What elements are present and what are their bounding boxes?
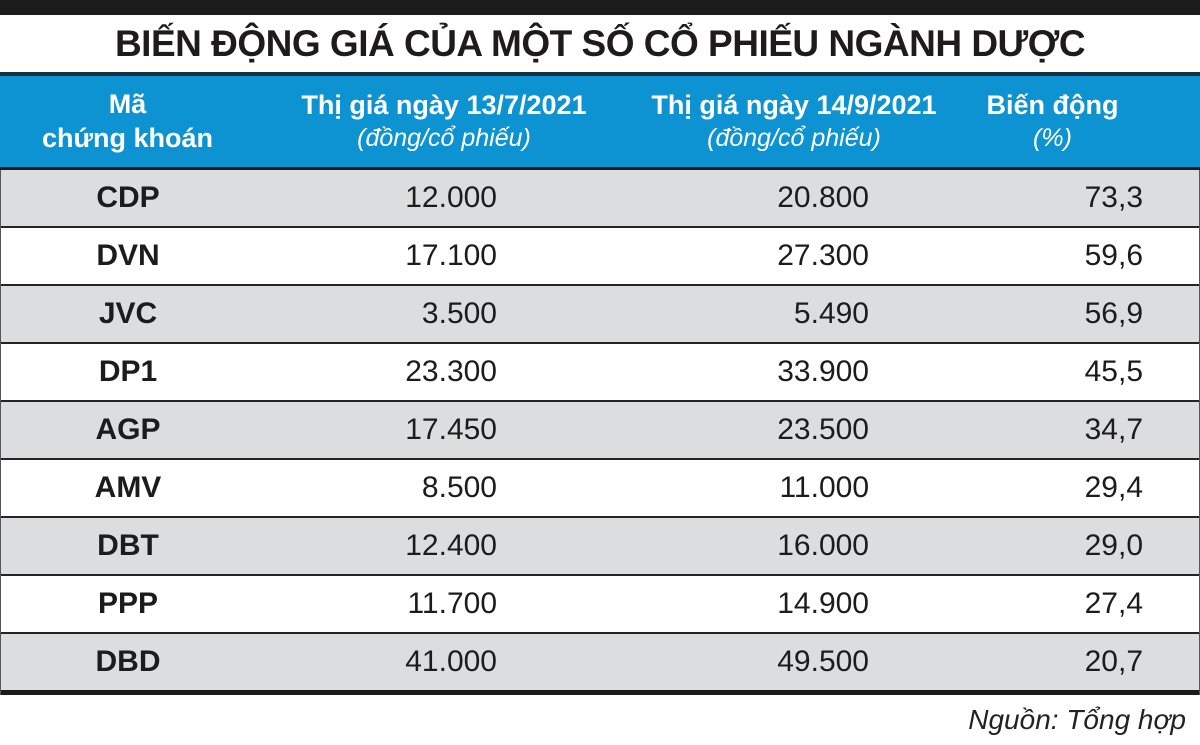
column-header-ticker-line1: Mã	[108, 88, 147, 119]
stock-price-table	[0, 72, 1200, 695]
change-percent-cell: 29,0	[1084, 529, 1143, 562]
price-14-9-2021-cell: 33.900	[777, 355, 869, 388]
price-14-9-2021-cell: 49.500	[777, 645, 869, 678]
ticker-cell: DBD	[95, 645, 161, 678]
price-14-9-2021-cell: 5.490	[793, 297, 869, 330]
price-14-9-2021-cell: 11.000	[779, 471, 869, 504]
change-percent-cell: 27,4	[1084, 587, 1143, 620]
price-13-7-2021-cell: 8.500	[421, 471, 497, 504]
page-title: BIẾN ĐỘNG GIÁ CỦA MỘT SỐ CỔ PHIẾU NGÀNH DƯỢC	[114, 23, 1086, 64]
footer	[0, 695, 1200, 745]
source-note: Nguồn: Tổng hợp	[968, 704, 1186, 735]
column-header-price-14-9-2021	[633, 76, 955, 167]
table-body	[0, 170, 1200, 695]
column-header-price-13-7-2021-line1: Thị giá ngày 13/7/2021	[301, 90, 587, 120]
price-13-7-2021-cell: 12.400	[405, 529, 497, 562]
change-percent-cell: 45,5	[1084, 355, 1143, 388]
price-14-9-2021-cell: 16.000	[777, 529, 869, 562]
table-row	[1, 286, 1199, 344]
column-header-ticker	[0, 76, 255, 167]
change-percent-cell: 20,7	[1084, 645, 1143, 678]
price-13-7-2021-cell: 23.300	[405, 355, 497, 388]
column-header-price-13-7-2021	[255, 76, 633, 167]
price-13-7-2021-cell: 11.700	[407, 587, 497, 620]
column-header-price-14-9-2021-line1: Thị giá ngày 14/9/2021	[651, 90, 937, 120]
table-row	[1, 576, 1199, 634]
ticker-cell: PPP	[97, 587, 159, 620]
column-header-ticker-line2: chứng khoán	[41, 122, 214, 153]
table-header	[0, 72, 1200, 170]
change-percent-cell: 34,7	[1084, 413, 1143, 446]
change-percent-cell: 59,6	[1084, 239, 1143, 272]
column-header-price-14-9-2021-unit: (đồng/cổ phiếu)	[707, 123, 881, 152]
price-14-9-2021-cell: 20.800	[777, 181, 869, 214]
column-header-change	[955, 76, 1200, 167]
column-header-price-13-7-2021-unit: (đồng/cổ phiếu)	[357, 123, 531, 152]
ticker-cell: JVC	[98, 297, 158, 330]
price-13-7-2021-cell: 17.100	[405, 239, 497, 272]
price-13-7-2021-cell: 41.000	[405, 645, 497, 678]
table-row	[1, 228, 1199, 286]
ticker-cell: AGP	[95, 413, 161, 446]
price-14-9-2021-cell: 27.300	[777, 239, 869, 272]
ticker-cell: DP1	[98, 355, 158, 388]
change-percent-cell: 73,3	[1084, 181, 1143, 214]
table-row	[1, 170, 1199, 228]
table-row	[1, 460, 1199, 518]
table-row	[1, 344, 1199, 402]
change-percent-cell: 56,9	[1084, 297, 1143, 330]
column-header-change-unit: (%)	[1033, 123, 1072, 152]
table-row	[1, 634, 1199, 695]
price-13-7-2021-cell: 12.000	[405, 181, 497, 214]
table-row	[1, 402, 1199, 460]
price-14-9-2021-cell: 14.900	[777, 587, 869, 620]
table-row	[1, 518, 1199, 576]
ticker-cell: CDP	[96, 181, 160, 214]
price-14-9-2021-cell: 23.500	[777, 413, 869, 446]
change-percent-cell: 29,4	[1084, 471, 1143, 504]
column-header-change-line1: Biến động	[986, 90, 1119, 120]
ticker-cell: AMV	[94, 471, 162, 504]
price-13-7-2021-cell: 3.500	[421, 297, 497, 330]
top-bar	[0, 0, 1200, 15]
price-13-7-2021-cell: 17.450	[405, 413, 497, 446]
ticker-cell: DBT	[97, 529, 159, 562]
ticker-cell: DVN	[96, 239, 160, 272]
